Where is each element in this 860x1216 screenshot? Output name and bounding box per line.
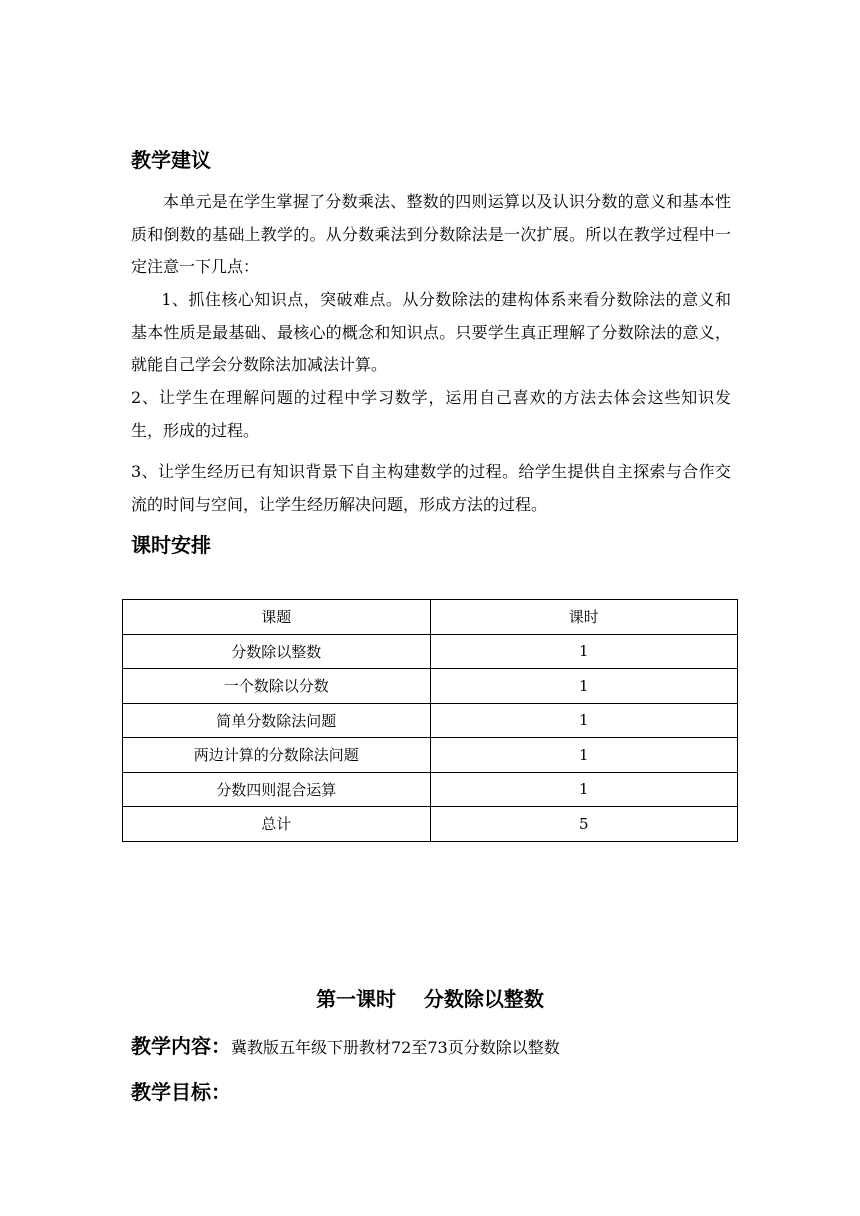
table-cell-topic: 总计	[123, 807, 431, 842]
table-cell-hours: 1	[430, 703, 738, 738]
table-header-topic: 课题	[123, 600, 431, 635]
table-cell-hours: 1	[430, 669, 738, 704]
lesson-one-title: 第一课时 分数除以整数	[316, 987, 544, 1011]
table-cell-topic: 一个数除以分数	[123, 669, 431, 704]
table-row	[123, 669, 738, 704]
table-cell-topic: 分数四则混合运算	[123, 772, 431, 807]
table-row-total	[123, 807, 738, 842]
teaching-goals-line	[131, 1078, 231, 1108]
teaching-goals-label: 教学目标：	[131, 1080, 231, 1104]
teaching-content-label: 教学内容：	[131, 1034, 231, 1058]
table-cell-hours: 1	[430, 772, 738, 807]
teaching-advice-heading: 教学建议	[131, 148, 211, 172]
table-header-row	[123, 600, 738, 635]
table-cell-hours: 1	[430, 738, 738, 773]
table-cell-topic: 简单分数除法问题	[123, 703, 431, 738]
teaching-advice-intro: 本单元是在学生掌握了分数乘法、整数的四则运算以及认识分数的意义和基本性质和倒数的基础上教学的。从分数乘法到分数除法是一次扩展。所以在教学过程中一定注意一下几点：	[131, 192, 731, 276]
table-row	[123, 738, 738, 773]
teaching-content-value: 冀教版五年级下册教材72至73页分数除以整数	[231, 1038, 560, 1057]
table-row	[123, 634, 738, 669]
teaching-content-line	[131, 1032, 560, 1062]
table-cell-hours: 1	[430, 634, 738, 669]
table-header-hours: 课时	[430, 600, 738, 635]
table-cell-hours: 5	[430, 807, 738, 842]
table-cell-topic: 分数除以整数	[123, 634, 431, 669]
table-row	[123, 703, 738, 738]
teaching-advice-point-3: 3、让学生经历已有知识背景下自主构建数学的过程。给学生提供自主探索与合作交流的时间与空间，让学生经历解决问题，形成方法的过程。	[131, 462, 731, 514]
table-cell-topic: 两边计算的分数除法问题	[123, 738, 431, 773]
schedule-heading: 课时安排	[131, 533, 211, 557]
schedule-table	[122, 599, 738, 842]
teaching-advice-point-2: 2、让学生在理解问题的过程中学习数学，运用自己喜欢的方法去体会这些知识发生，形成的过程。	[131, 388, 731, 440]
teaching-advice-point-1: 1、抓住核心知识点，突破难点。从分数除法的建构体系来看分数除法的意义和基本性质是最基础、最核心的概念和知识点。只要学生真正理解了分数除法的意义，就能自己学会分数除法加减法计算。	[131, 290, 731, 374]
table-row	[123, 772, 738, 807]
